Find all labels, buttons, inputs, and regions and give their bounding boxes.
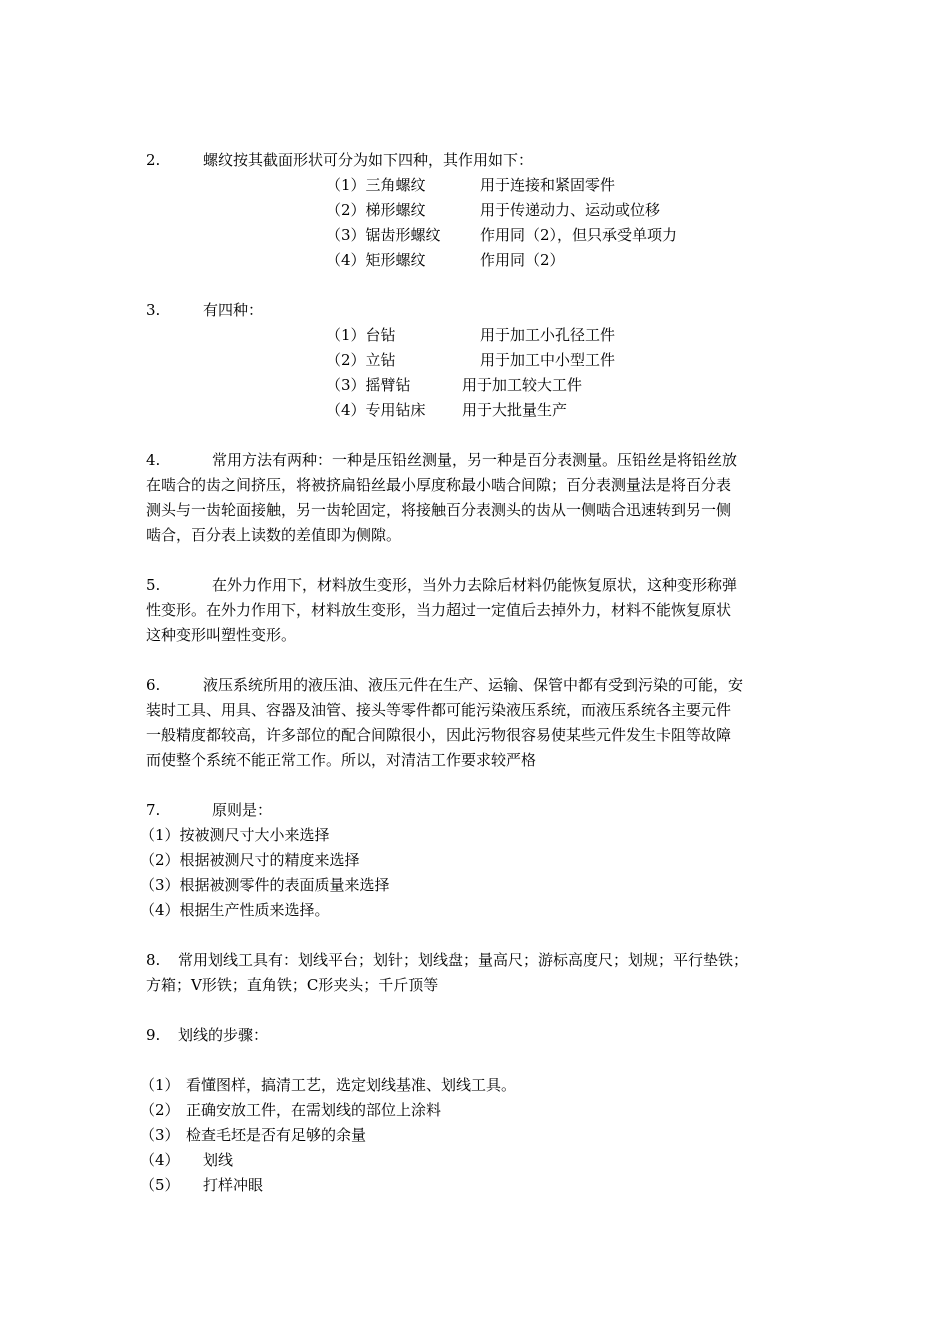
list-item-label: （1）台钻 — [326, 326, 396, 344]
list-item-desc: 用于加工小孔径工件 — [480, 326, 616, 344]
list-item: （3）根据被测零件的表面质量来选择 — [140, 876, 390, 894]
step-label: （4） — [140, 1151, 180, 1169]
list-item-desc: 作用同（2） — [480, 251, 565, 269]
paragraph-line: 装时工具、用具、容器及油管、接头等零件都可能污染液压系统，而液压系统各主要元件 — [146, 701, 732, 719]
list-item: （4）根据生产性质来选择。 — [140, 901, 330, 919]
section-intro: 原则是： — [212, 801, 273, 819]
section-number: 8. — [146, 951, 161, 969]
list-item: （1）按被测尺寸大小来选择 — [140, 826, 330, 844]
section-number: 9. — [146, 1026, 161, 1044]
paragraph-line: 啮合，百分表上读数的差值即为侧隙。 — [146, 526, 402, 544]
list-item-label: （2）梯形螺纹 — [326, 201, 426, 219]
section-number: 2. — [146, 151, 161, 169]
paragraph-line: 一般精度都较高，许多部位的配合间隙很小，因此污物很容易使某些元件发生卡阻等故障 — [146, 726, 732, 744]
list-item-desc: 用于大批量生产 — [462, 401, 568, 419]
step-label: （5） — [140, 1176, 180, 1194]
list-item-label: （2）立钻 — [326, 351, 396, 369]
step-label: （1） — [140, 1076, 180, 1094]
step-text: 划线 — [203, 1151, 234, 1169]
list-item-desc: 作用同（2），但只承受单项力 — [480, 226, 678, 244]
section-intro: 有四种： — [203, 301, 264, 319]
paragraph-line: 测头与一齿轮面接触，另一齿轮固定，将接触百分表测头的齿从一侧啮合迅速转到另一侧 — [146, 501, 732, 519]
section-number: 3. — [146, 301, 161, 319]
step-text: 打样冲眼 — [203, 1176, 264, 1194]
paragraph-line: 在啮合的齿之间挤压，将被挤扁铅丝最小厚度称最小啮合间隙；百分表测量法是将百分表 — [146, 476, 732, 494]
paragraph-line: 常用方法有两种：一种是压铅丝测量，另一种是百分表测量。压铅丝是将铅丝放 — [212, 451, 738, 469]
paragraph-line: 而使整个系统不能正常工作。所以，对清洁工作要求较严格 — [146, 751, 537, 769]
section-number: 4. — [146, 451, 161, 469]
section-intro: 划线的步骤： — [178, 1026, 269, 1044]
step-text: 检查毛坯是否有足够的余量 — [186, 1126, 367, 1144]
section-intro: 螺纹按其截面形状可分为如下四种，其作用如下： — [203, 151, 534, 169]
paragraph-line: 这种变形叫塑性变形。 — [146, 626, 297, 644]
list-item-label: （1）三角螺纹 — [326, 176, 426, 194]
list-item-label: （4）专用钻床 — [326, 401, 426, 419]
paragraph-line: 常用划线工具有：划线平台；划针；划线盘；量高尺；游标高度尺；划规；平行垫铁； — [178, 951, 749, 969]
list-item: （2）根据被测尺寸的精度来选择 — [140, 851, 360, 869]
paragraph-line: 在外力作用下，材料放生变形，当外力去除后材料仍能恢复原状，这种变形称弹 — [212, 576, 738, 594]
paragraph-line: 液压系统所用的液压油、液压元件在生产、运输、保管中都有受到污染的可能，安 — [203, 676, 744, 694]
list-item-label: （3）锯齿形螺纹 — [326, 226, 441, 244]
list-item-label: （4）矩形螺纹 — [326, 251, 426, 269]
list-item-desc: 用于加工中小型工件 — [480, 351, 616, 369]
list-item-desc: 用于加工较大工件 — [462, 376, 583, 394]
section-number: 6. — [146, 676, 161, 694]
list-item-desc: 用于连接和紧固零件 — [480, 176, 616, 194]
step-text: 看懂图样，搞清工艺，选定划线基准、划线工具。 — [186, 1076, 517, 1094]
list-item-label: （3）摇臂钻 — [326, 376, 411, 394]
step-text: 正确安放工件，在需划线的部位上涂料 — [186, 1101, 442, 1119]
paragraph-line: 方箱；V形铁；直角铁；C形夹头；千斤顶等 — [146, 976, 439, 994]
step-label: （2） — [140, 1101, 180, 1119]
section-number: 5. — [146, 576, 161, 594]
paragraph-line: 性变形。在外力作用下，材料放生变形，当力超过一定值后去掉外力，材料不能恢复原状 — [146, 601, 732, 619]
list-item-desc: 用于传递动力、运动或位移 — [480, 201, 661, 219]
section-number: 7. — [146, 801, 161, 819]
step-label: （3） — [140, 1126, 180, 1144]
